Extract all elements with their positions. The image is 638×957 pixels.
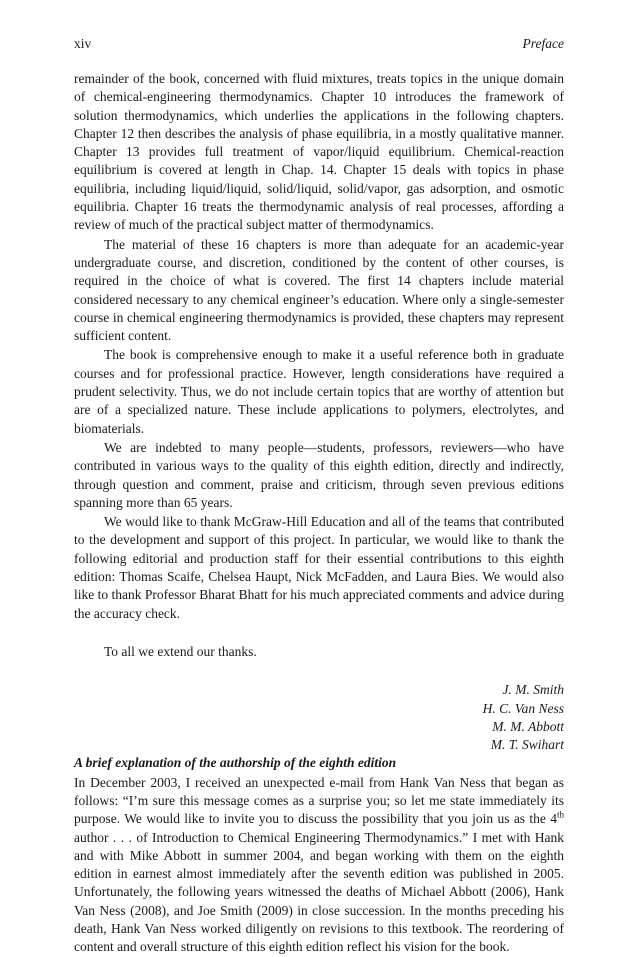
paragraph-chapter-scope: The material of these 16 chapters is more than adequate for an academic-year undergraduate course, and discretion, conditioned by the content of other courses, is required in the choice of what is covered. The first 14 chapters include material considered necessary to any chemical engineer’s education. Where only a single-semester course in chemical engineering thermodynamics is provided, these chapters may represent sufficient content. xyxy=(74,236,564,344)
signature-smith: J. M. Smith xyxy=(502,682,564,698)
signature-abbott: M. M. Abbott xyxy=(492,718,564,734)
authorship-text-end: author . . . of Introduction to Chemical Engineering Thermodynamics.” I met with Hank and with Mike Abbott in summer 2004, and began working with them on the eighth edition in earnest almost immediately after the seventh edition was published in 2005. Unfortunately, the following years witnessed the deaths of Michael Abbott (2006), Hank Van Ness (2008), and Joe Smith (2009) in close succession. In the months preceding his death, Hank Van Ness worked diligently on revisions to this textbook. The reordering of content and overall structure of this eighth edition reflect his vision for the book. xyxy=(74,829,564,955)
section-heading: A brief explanation of the authorship of the eighth edition xyxy=(74,755,397,771)
page-number: xiv xyxy=(74,36,92,51)
page-header xyxy=(74,36,564,52)
page-body xyxy=(74,70,564,957)
superscript-th: th xyxy=(556,809,564,820)
authorship-text-start: In December 2003, I received an unexpected e-mail from Hank Van Ness that began as follows: “I’m sure this message comes as a surprise you; so let me state immediately its purpose. We would like to invite you to discuss the possibility that you join us as the 4 xyxy=(74,774,564,827)
paragraph-closing-thanks: To all we extend our thanks. xyxy=(104,643,257,659)
paragraph-authorship xyxy=(74,774,564,957)
author-signatures xyxy=(74,681,564,754)
paragraph-continuation: remainder of the book, concerned with fluid mixtures, treats topics in the unique domain of chemical-engineering thermodynamics. Chapter 10 introduces the framework of solution thermodynamics, which underlies the applications in the following chapters. Chapter 12 then describes the analysis of phase equilibria, in a mostly qualitative manner. Chapter 13 provides full treatment of vapor/liquid equilibrium. Chemical-reaction equilibrium is covered at length in Chap. 14. Chapter 15 deals with topics in phase equilibria, including liquid/liquid, solid/liquid, solid/vapor, gas adsorption, and osmotic equilibria. Chapter 16 treats the thermodynamic analysis of real processes, affording a review of much of the practical subject matter of thermodynamics. xyxy=(74,71,564,233)
paragraph-acknowledgments: We are indebted to many people—students, professors, reviewers—who have contributed in various ways to the quality of this eighth edition, directly and indirectly, through question and comment, praise and criticism, through seven previous editions spanning more than 65 years. xyxy=(74,439,564,510)
paragraph-reference-use: The book is comprehensive enough to make it a useful reference both in graduate courses and for professional practice. However, length considerations have required a prudent selectivity. Thus, we do not include certain topics that are worthy of attention but are of a specialized nature. These include applications to polymers, electrolytes, and biomaterials. xyxy=(74,347,564,436)
paragraph-publisher-thanks: We would like to thank McGraw-Hill Education and all of the teams that contributed to the development and support of this project. In particular, we would like to thank the following editorial and production staff for their essential contributions to this eighth edition: Thomas Scaife, Chelsea Haupt, Nick McFadden, and Laura Bies. We would also like to thank Professor Bharat Bhatt for his much appreciated comments and advice during the accuracy check. xyxy=(74,514,564,621)
running-title: Preface xyxy=(522,36,564,51)
signature-swihart: M. T. Swihart xyxy=(490,737,564,753)
signature-van-ness: H. C. Van Ness xyxy=(482,700,564,716)
